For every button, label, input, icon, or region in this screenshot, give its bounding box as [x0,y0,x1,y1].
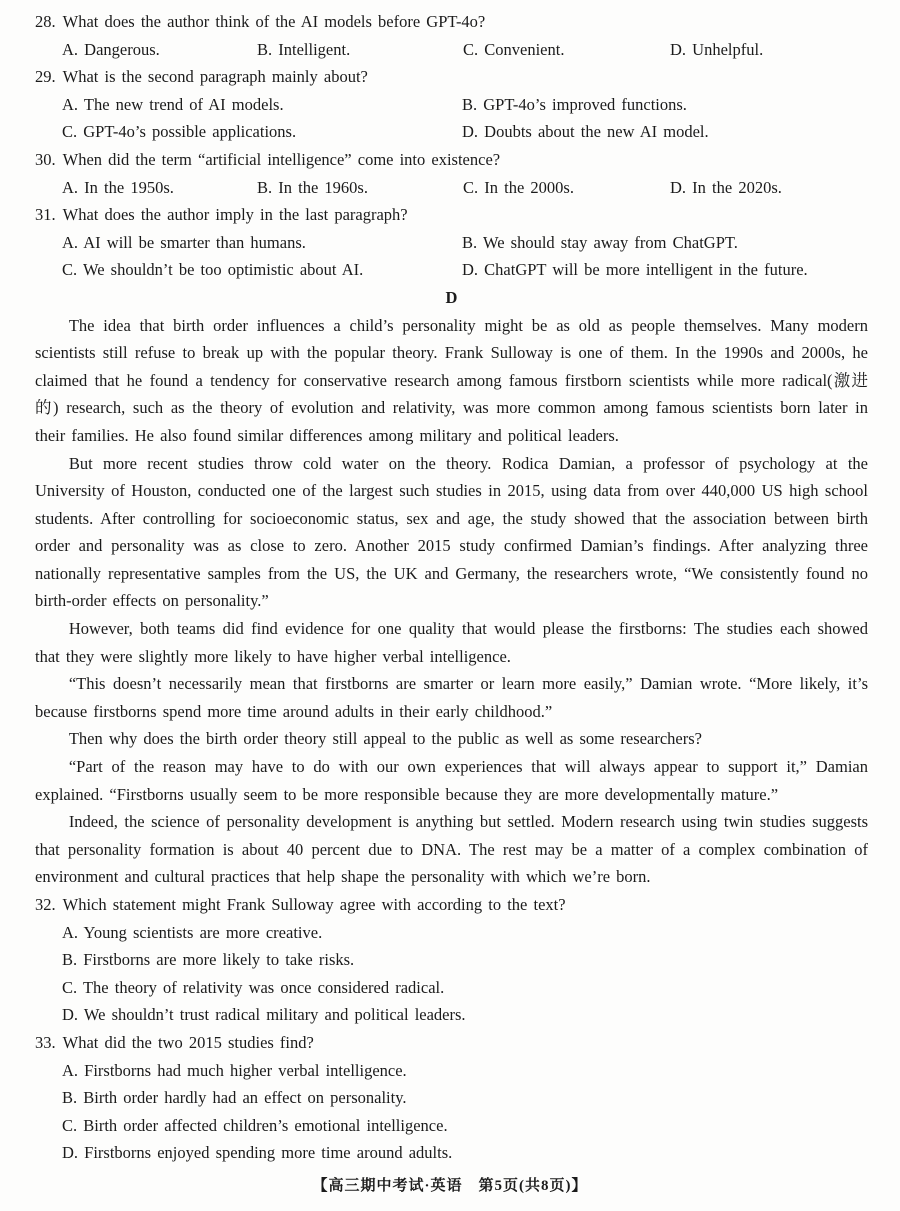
question-31-number: 31. [35,205,56,225]
question-28 [35,8,868,63]
question-28-stem: What does the author think of the AI models before GPT-4o? [62,12,486,31]
question-31-options [35,229,868,284]
option-d: D. In the 2020s. [670,177,782,197]
question-30-number: 30. [35,149,56,169]
option-b: B. GPT-4o’s improved functions. [462,94,687,114]
option-a: A. Firstborns had much higher verbal intelligence. [62,1060,407,1080]
question-30 [35,146,868,201]
option-b: B. In the 1960s. [257,177,368,197]
option-b: B. Firstborns are more likely to take risks. [62,950,355,970]
question-33-stem: What did the two 2015 studies find? [62,1032,314,1052]
passage-paragraph-7: Indeed, the science of personality development is anything but settled. Modern research using twin studies suggests that personality formation is about 40 percent due to DNA. The rest may be a matter of a complex combination of environment and cultural practices that help shape the personality with which we’re born. [35,812,868,887]
question-32-text [35,891,868,919]
option-a: A. AI will be smarter than humans. [62,232,306,252]
question-28-options [35,36,868,64]
question-31-stem: What does the author imply in the last paragraph? [62,205,408,225]
option-c: C. In the 2000s. [463,177,574,197]
page-footer: 【高三期中考试·英语 第5页(共8页)】 [312,1178,588,1195]
option-c: C. We shouldn’t be too optimistic about AI. [62,260,364,280]
question-30-stem: When did the term “artificial intelligence” come into existence? [62,149,501,169]
question-32 [35,891,868,1029]
passage-paragraph-4: “This doesn’t necessarily mean that firstborns are smarter or learn more easily,” Damian wrote. “More likely, it’s because firstborns spend more time around adults in their early childhood.” [35,674,868,721]
option-d: D. Doubts about the new AI model. [462,122,709,142]
option-c: C. Convenient. [463,39,565,59]
question-30-options [35,174,868,202]
question-33 [35,1029,868,1167]
option-d: D. We shouldn’t trust radical military and political leaders. [62,1005,466,1025]
option-d: D. Firstborns enjoyed spending more time around adults. [62,1143,453,1163]
question-31 [35,201,868,284]
question-28-text [35,8,868,36]
question-31-text [35,201,868,229]
option-a: A. Young scientists are more creative. [62,922,323,942]
option-c: C. GPT-4o’s possible applications. [62,122,297,142]
passage-paragraph-1: The idea that birth order influences a child’s personality might be as old as people themselves. Many modern scientists still refuse to break up with the popular theory. Frank Sulloway is one of them. In the 1990s and 2000s, he claimed that he found a tendency for conservative research among famous firstborn scientists while more radical(激进的) research, such as the theory of evolution and relativity, was more common among famous scientists born later in their families. He also found similar differences among military and political leaders. [35,315,868,445]
question-33-text [35,1029,868,1057]
question-28-number: 28. [35,12,56,31]
option-c: C. Birth order affected children’s emotional intelligence. [62,1115,448,1135]
question-32-options [35,919,868,1029]
question-29-options [35,91,868,146]
passage-paragraph-3: However, both teams did find evidence for one quality that would please the firstborns: The studies each showed that they were slightly more likely to have higher verbal intelligence. [35,619,868,666]
option-a: A. The new trend of AI models. [62,94,284,114]
option-a: A. Dangerous. [62,39,160,59]
question-33-options [35,1057,868,1167]
option-d: D. ChatGPT will be more intelligent in the future. [462,260,808,280]
passage-paragraph-2: But more recent studies throw cold water on the theory. Rodica Damian, a professor of psychology at the University of Houston, conducted one of the largest such studies in 2015, using data from over 440,000 US high school students. After controlling for socioeconomic status, sex and age, the study showed that the association between birth order and personality was as close to zero. Another 2015 study confirmed Damian’s findings. After analyzing three nationally representative samples from the US, the UK and Germany, the researchers wrote, “We consistently found no birth-order effects on personality.” [35,453,868,611]
question-29-text [35,63,868,91]
option-b: B. Birth order hardly had an effect on personality. [62,1088,407,1108]
option-d: D. Unhelpful. [670,39,764,59]
option-c: C. The theory of relativity was once considered radical. [62,977,445,997]
question-32-stem: Which statement might Frank Sulloway agree with according to the text? [62,895,566,914]
passage-paragraph-6: “Part of the reason may have to do with our own experiences that will always appear to support it,” Damian explained. “Firstborns usually seem to be more responsible because they are more developmentally mature.” [35,757,868,804]
question-30-text [35,146,868,174]
option-b: B. Intelligent. [257,39,351,59]
question-29-number: 29. [35,67,56,87]
passage-paragraph-5: Then why does the birth order theory still appeal to the public as well as some researchers? [68,729,702,749]
question-32-number: 32. [35,895,56,914]
option-a: A. In the 1950s. [62,177,174,197]
passage-section-label: D [445,287,458,307]
option-b: B. We should stay away from ChatGPT. [462,232,738,252]
question-29-stem: What is the second paragraph mainly about? [62,67,368,87]
question-33-number: 33. [35,1032,56,1052]
question-29 [35,63,868,146]
